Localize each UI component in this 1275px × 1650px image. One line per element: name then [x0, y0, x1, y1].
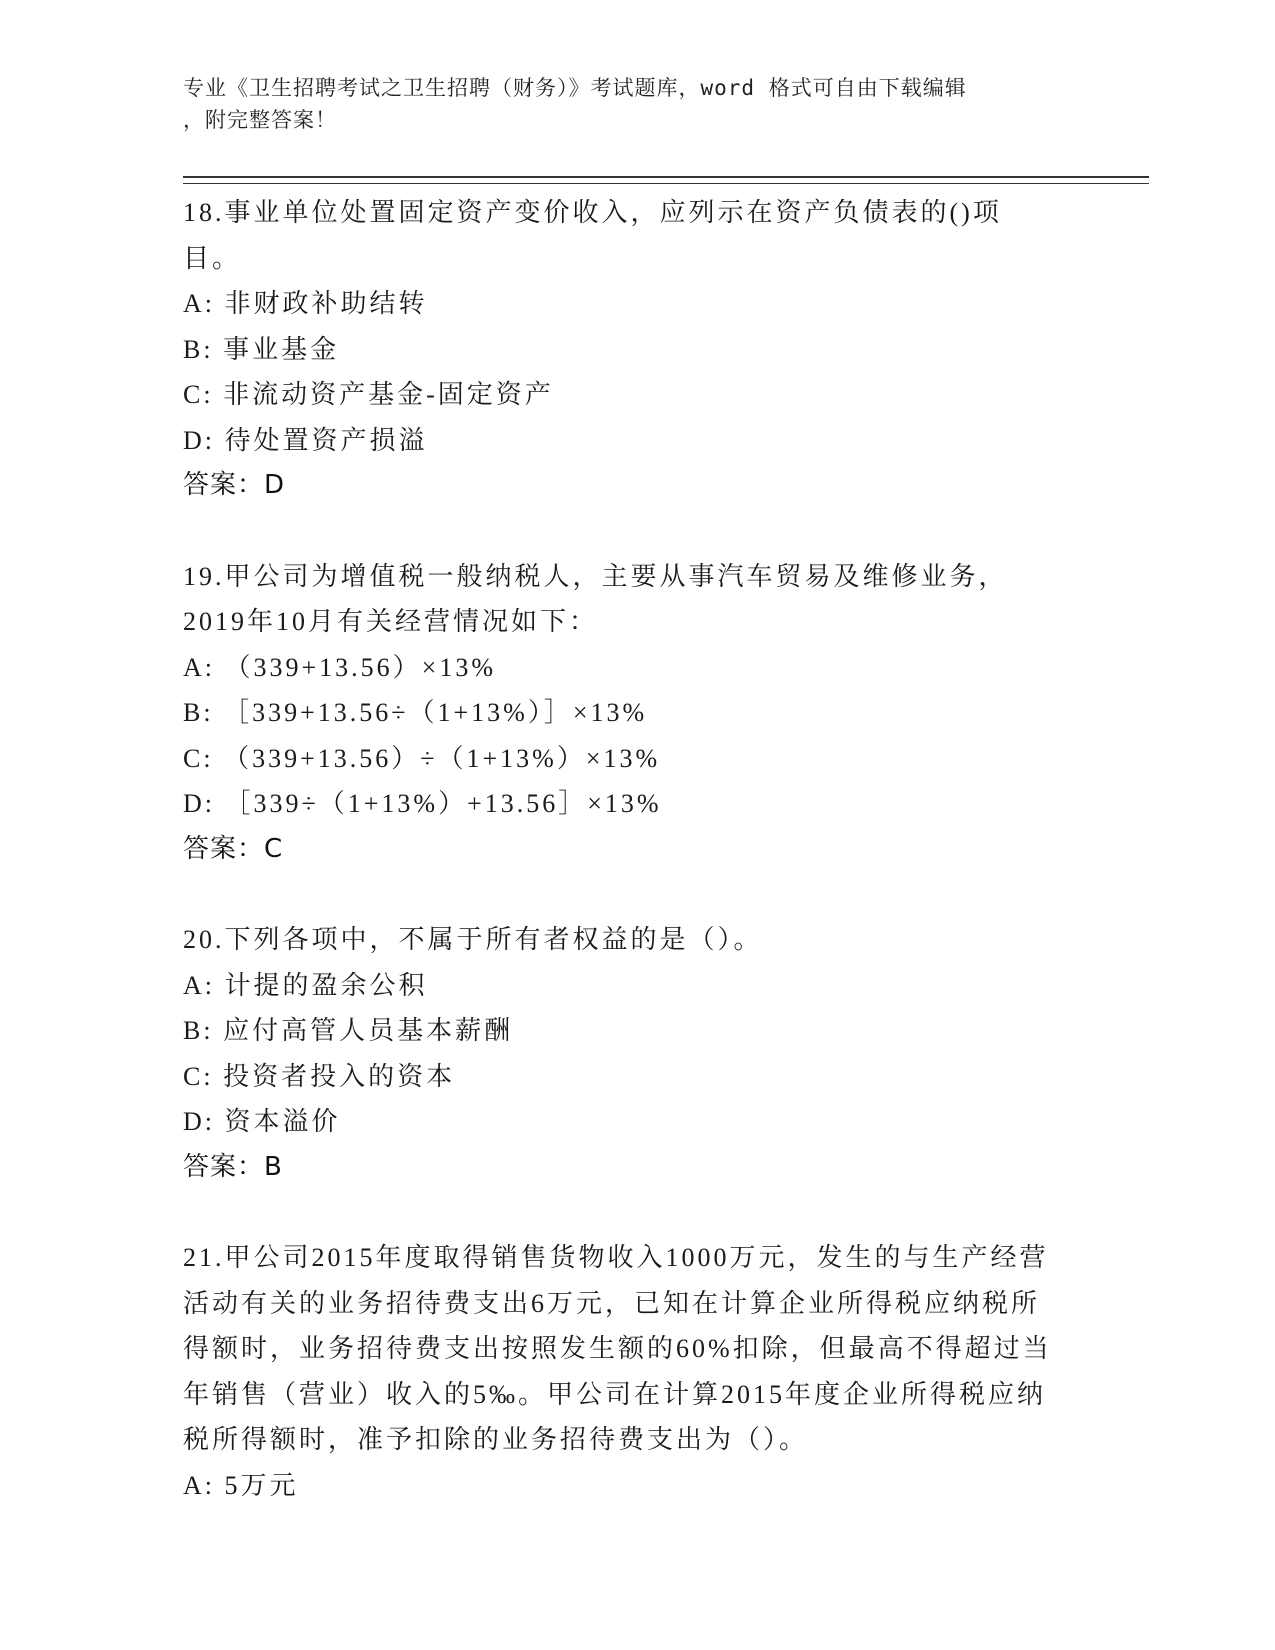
answer-label: 答案：B — [183, 1151, 283, 1182]
question-stem: 18.事业单位处置固定资产变价收入，应列示在资产负债表的()项目。 — [183, 198, 1002, 273]
option-d: D: 资本溢价 — [183, 1107, 341, 1136]
option-c: C: 投资者投入的资本 — [183, 1061, 456, 1091]
question-19 — [183, 554, 1083, 873]
header-divider-thick — [183, 176, 1149, 178]
option-b: B: 事业基金 — [183, 334, 340, 364]
header-divider-thin — [183, 183, 1149, 184]
option-c: C: 非流动资产基金-固定资产 — [183, 380, 554, 409]
question-stem: 20.下列各项中，不属于所有者权益的是（）。 — [183, 925, 763, 954]
answer-label: 答案：D — [183, 470, 286, 500]
question-stem: 21.甲公司2015年度取得销售货物收入1000万元，发生的与生产经营活动有关的业务招待费支出6万元，已知在计算企业所得税应纳税所得额时，业务招待费支出按照发生额的60%扣除，但最高不得超过当年销售（营业）收入的5‰。甲公司在计算2015年度企业所得税应纳税所得额时，准予扣除的业务招待费支出为（）。 — [183, 1243, 1052, 1454]
question-stem: 19.甲公司为增值税一般纳税人，主要从事汽车贸易及维修业务，2019年10月有关经营情况如下： — [183, 561, 1008, 636]
question-list — [183, 190, 1083, 1553]
option-a: A: 计提的盈余公积 — [183, 970, 428, 1000]
question-20 — [183, 917, 1083, 1190]
option-d: D: ［339÷（1+13%）+13.56］×13% — [183, 789, 662, 818]
option-a: A: 非财政补助结转 — [183, 289, 428, 318]
option-d: D: 待处置资产损溢 — [183, 425, 428, 455]
option-a: A: 5万元 — [183, 1470, 299, 1500]
header-line-1: 专业《卫生招聘考试之卫生招聘（财务）》考试题库，word 格式可自由下载编辑 — [183, 76, 967, 100]
answer-label: 答案：C — [183, 833, 284, 864]
header-line-2: ，附完整答案！ — [183, 108, 337, 132]
option-b: B: 应付高管人员基本薪酬 — [183, 1016, 514, 1045]
option-b: B: ［339+13.56÷（1+13%）］×13% — [183, 698, 648, 727]
document-header — [183, 72, 1063, 136]
option-a: A: （339+13.56）×13% — [183, 652, 496, 682]
question-18 — [183, 190, 1083, 509]
question-21 — [183, 1235, 1083, 1508]
option-c: C: （339+13.56）÷（1+13%）×13% — [183, 743, 661, 773]
